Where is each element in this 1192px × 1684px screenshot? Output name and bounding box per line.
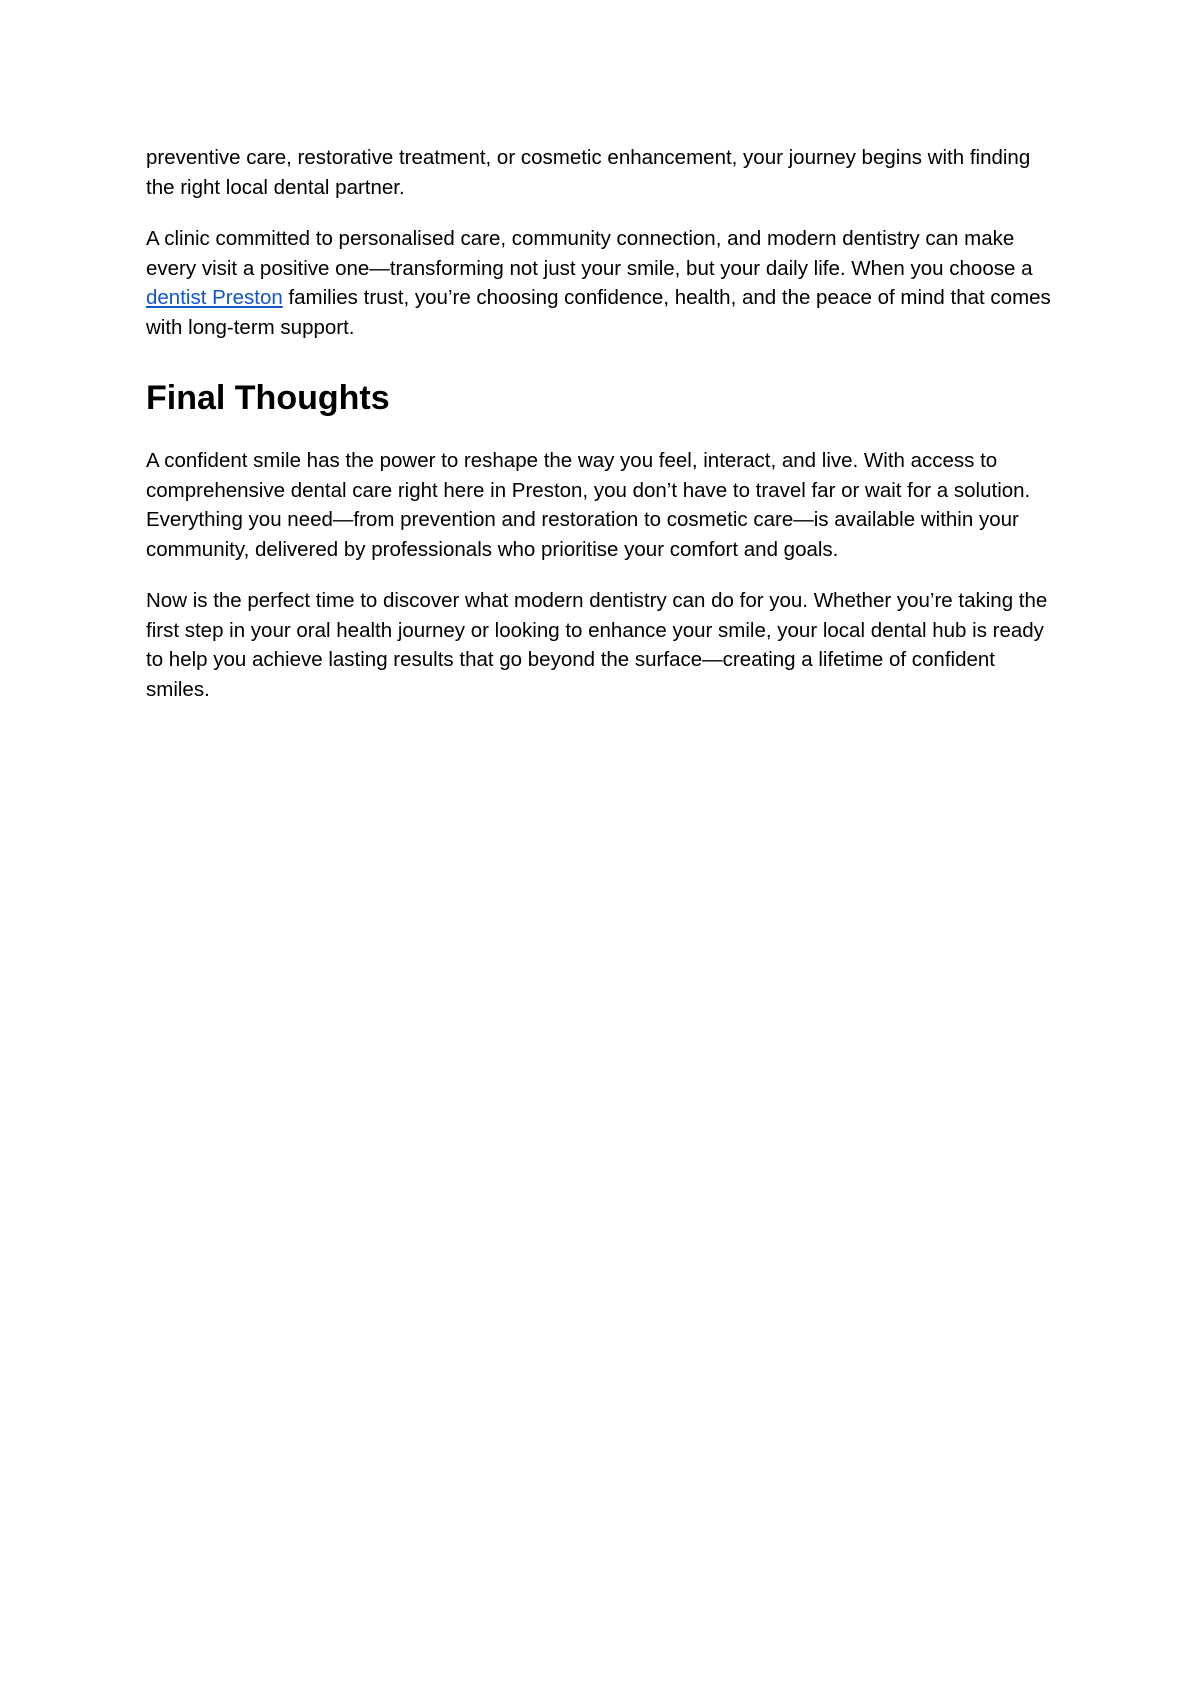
clinic-paragraph-before-link: A clinic committed to personalised care, community connection, and modern dentistry can make every visit a positive one—transforming not just your smile, but your daily life. When you choose a [146,227,1033,280]
clinic-paragraph [146,224,1056,342]
clinic-paragraph-after-link: families trust, you’re choosing confidence, health, and the peace of mind that comes with long-term support. [146,286,1051,339]
intro-tail-paragraph: preventive care, restorative treatment, or cosmetic enhancement, your journey begins with finding the right local dental partner. [146,146,1031,199]
dentist-preston-link[interactable]: dentist Preston [146,286,283,309]
final-thoughts-paragraph-1: A confident smile has the power to reshape the way you feel, interact, and live. With access to comprehensive dental care right here in Preston, you don’t have to travel far or wait for a solution. Everything you need—from prevention and restoration to cosmetic care—is available within your community, delivered by professionals who prioritise your comfort and goals. [146,449,1031,561]
final-thoughts-paragraph-2: Now is the perfect time to discover what modern dentistry can do for you. Whether you’re taking the first step in your oral health journey or looking to enhance your smile, your local dental hub is ready to help you achieve lasting results that go beyond the surface—creating a lifetime of confident smiles. [146,589,1048,701]
document-body [146,143,1056,726]
final-thoughts-heading: Final Thoughts [146,379,390,417]
